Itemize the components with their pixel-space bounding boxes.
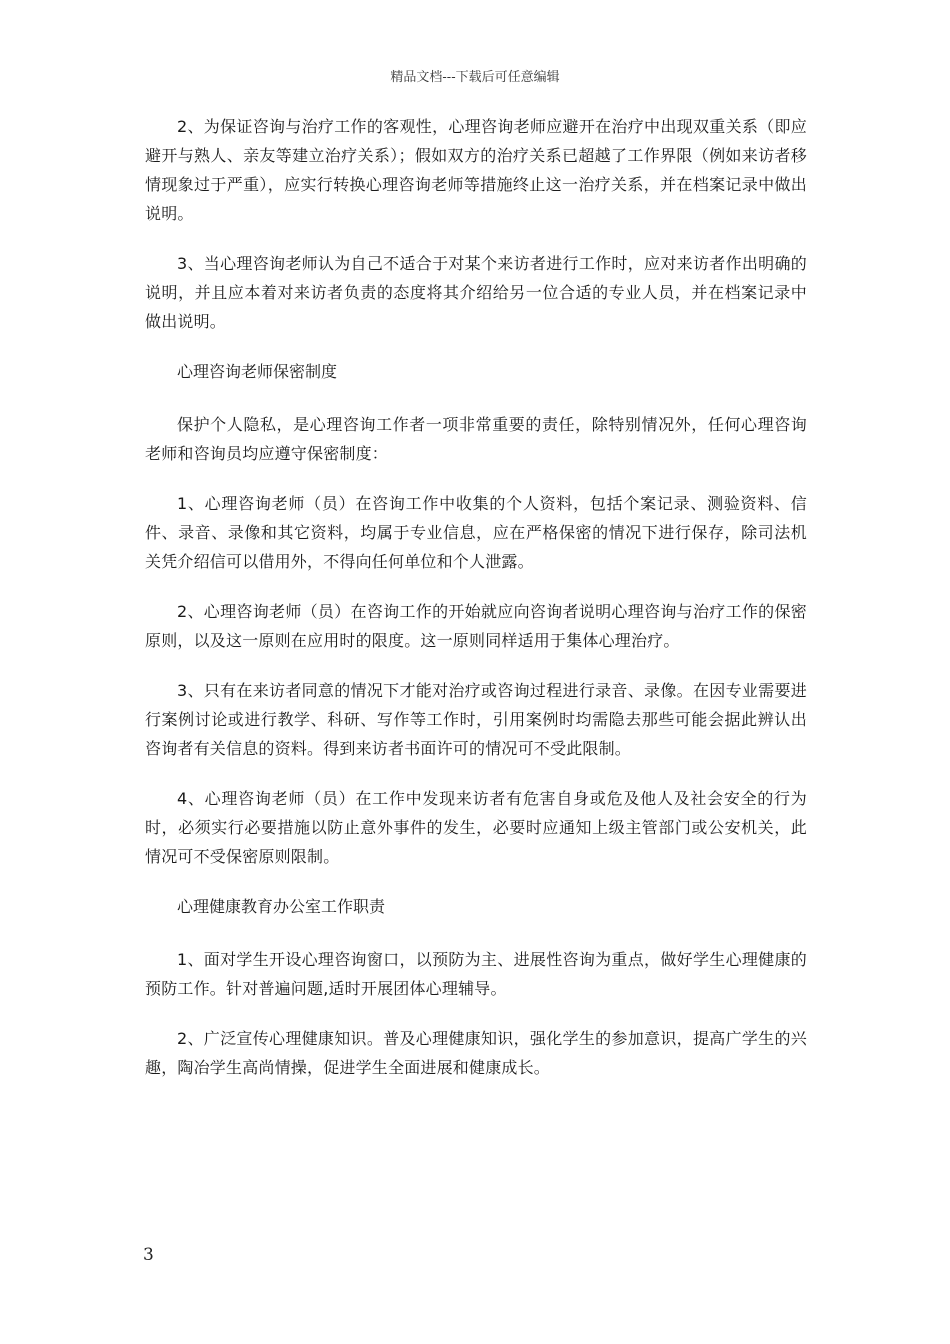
paragraph-privacy-intro: 保护个人隐私，是心理咨询工作者一项非常重要的责任，除特别情况外，任何心理咨询老师和咨询员均应遵守保密制度：	[145, 415, 807, 463]
paragraph-referral: 3、当心理咨询老师认为自己不适合于对某个来访者进行工作时，应对来访者作出明确的说明，并且应本着对来访者负责的态度将其介绍给另一位合适的专业人员，并在档案记录中做出说明。	[145, 254, 807, 331]
section-heading-confidentiality: 心理咨询老师保密制度	[177, 362, 338, 381]
paragraph-confidentiality-4: 4、心理咨询老师（员）在工作中发现来访者有危害自身或危及他人及社会安全的行为时，必须实行必要措施以防止意外事件的发生，必要时应通知上级主管部门或公安机关，此情况可不受保密原则限制。	[145, 789, 807, 866]
document-body	[145, 112, 807, 1103]
paragraph-duty-2: 2、广泛宣传心理健康知识。普及心理健康知识，强化学生的参加意识，提高广学生的兴趣，陶冶学生高尚情操，促进学生全面进展和健康成长。	[145, 1029, 807, 1077]
paragraph-duty-1: 1、面对学生开设心理咨询窗口，以预防为主、进展性咨询为重点，做好学生心理健康的预防工作。针对普遍问题,适时开展团体心理辅导。	[145, 950, 807, 998]
paragraph-confidentiality-1: 1、心理咨询老师（员）在咨询工作中收集的个人资料，包括个案记录、测验资料、信件、录音、录像和其它资料，均属于专业信息，应在严格保密的情况下进行保存，除司法机关凭介绍信可以借用外，不得向任何单位和个人泄露。	[145, 494, 807, 571]
paragraph-confidentiality-3: 3、只有在来访者同意的情况下才能对治疗或咨询过程进行录音、录像。在因专业需要进行案例讨论或进行教学、科研、写作等工作时，引用案例时均需隐去那些可能会据此辨认出咨询者有关信息的资料。得到来访者书面许可的情况可不受此限制。	[145, 681, 807, 758]
paragraph-confidentiality-2: 2、心理咨询老师（员）在咨询工作的开始就应向咨询者说明心理咨询与治疗工作的保密原则，以及这一原则在应用时的限度。这一原则同样适用于集体心理治疗。	[145, 602, 807, 650]
paragraph-dual-relationship: 2、为保证咨询与治疗工作的客观性，心理咨询老师应避开在治疗中出现双重关系（即应避开与熟人、亲友等建立治疗关系）；假如双方的治疗关系已超越了工作界限（例如来访者移情现象过于严重），应实行转换心理咨询老师等措施终止这一治疗关系，并在档案记录中做出说明。	[145, 117, 807, 223]
page-header: 精品文档---下载后可任意编辑	[390, 70, 560, 85]
section-heading-office-duties: 心理健康教育办公室工作职责	[177, 897, 386, 916]
page-number: 3	[143, 1245, 154, 1265]
